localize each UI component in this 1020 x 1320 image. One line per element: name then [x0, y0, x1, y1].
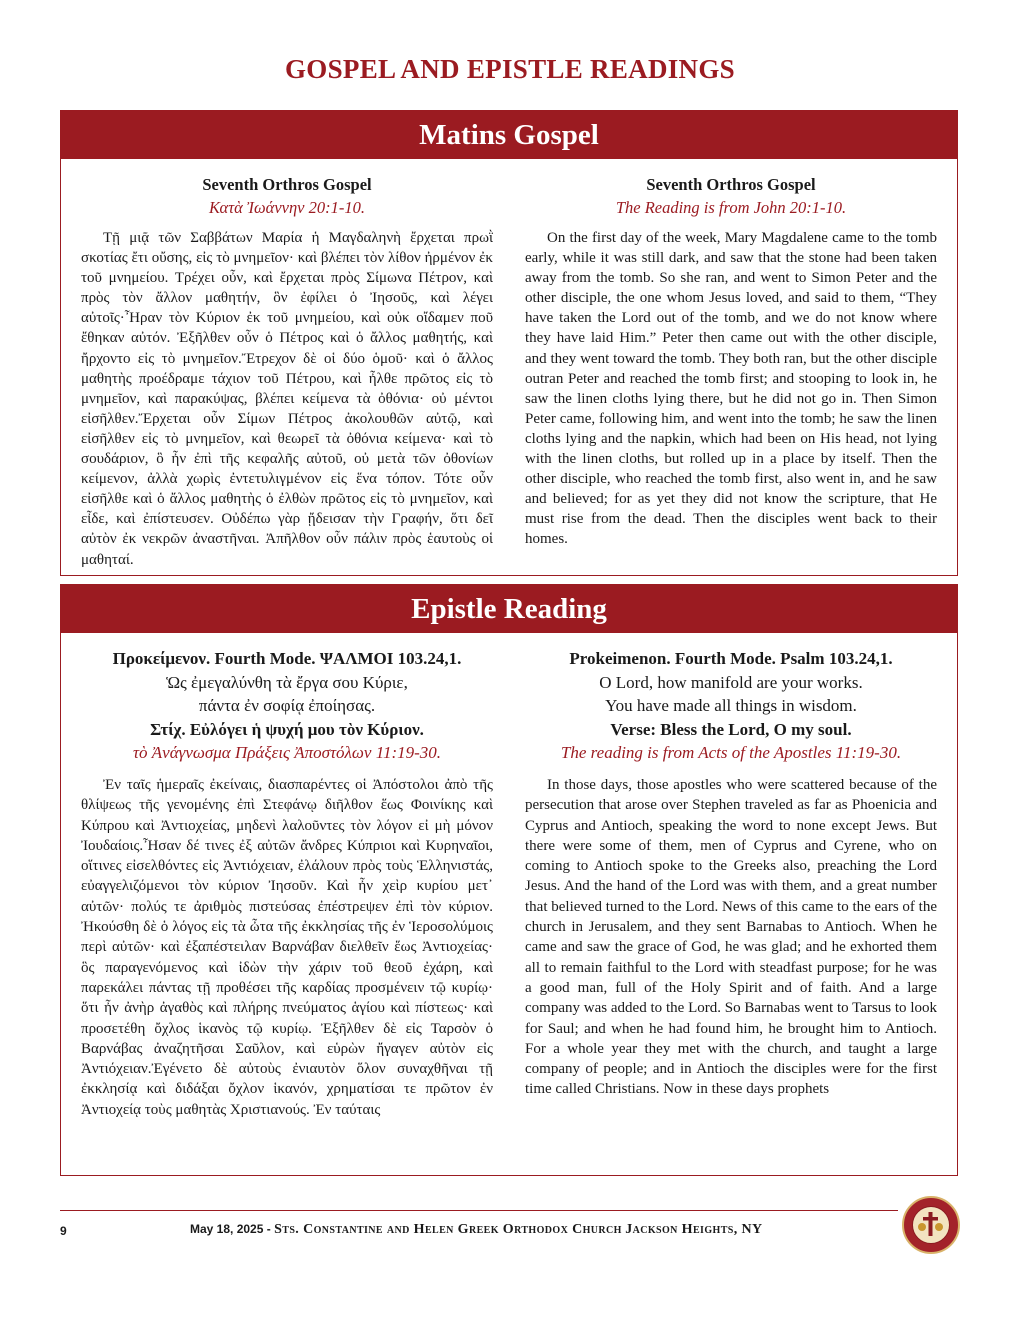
epistle-greek-verse: Στίχ. Εὐλόγει ἡ ψυχή μου τὸν Κύριον. — [150, 719, 424, 739]
matins-greek-reference: Κατὰ Ἰωάννην 20:1-10. — [209, 198, 365, 217]
footer-divider — [60, 1210, 898, 1211]
footer-separator: - — [266, 1222, 271, 1236]
epistle-reading-section — [60, 584, 958, 1176]
footer — [60, 1222, 900, 1242]
epistle-english-verse: Verse: Bless the Lord, O my soul. — [610, 719, 852, 739]
epistle-greek-text: Ἐν ταῖς ἡμεραῖς ἐκείναις, διασπαρέντες οἱ Ἀπόστολοι ἀπὸ τῆς θλίψεως τῆς γενομένης ἐπὶ Στεφάνῳ διῆλθον ἕως Φοινίκης καὶ Κύπρου καὶ Ἀντιοχείας, μηδενὶ λαλοῦντες τὸν λόγον εἰ μὴ μόνον Ἰουδαίοις.Ἦσαν δέ τινες ἐξ αὐτῶν ἄνδρες Κύπριοι καὶ Κυρηναῖοι, οἵτινες εἰσελθόντες εἰς Ἀντιόχειαν, ἐλάλουν πρὸς τοὺς Ἑλληνιστάς, εὐαγγελιζόμενοι τὸν κύριον Ἰησοῦν. Καὶ ἦν χεὶρ κυρίου μετ᾽ αὐτῶν· πολύς τε ἀριθμὸς πιστεύσας ἐπέστρεψεν ἐπὶ τὸν κύριον. Ἠκούσθη δὲ ὁ λόγος εἰς τὰ ὦτα τῆς ἐκκλησίας τῆς ἐν Ἱεροσολύμοις περὶ αὐτῶν· καὶ ἐξαπέστειλαν Βαρνάβαν διελθεῖν ἕως Ἀντιοχείας· ὃς παραγενόμενος καὶ ἰδὼν τὴν χάριν τοῦ θεοῦ ἐχάρη, καὶ παρεκάλει πάντας τῇ προθέσει τῆς καρδίας προσμένειν τῷ κυρίῳ· ὅτι ἦν ἀνὴρ ἀγαθὸς καὶ πλήρης πνεύματος ἁγίου καὶ πίστεως· καὶ προσετέθη ὄχλος ἱκανὸς τῷ κυρίῳ. Ἐξῆλθεν δὲ εἰς Ταρσὸν ὁ Βαρνάβας ἀναζητῆσαι Σαῦλον, καὶ εὑρὼν ἤγαγεν αὐτὸν εἰς Ἀντιόχειαν.Ἐγένετο δὲ αὐτοὺς ἐνιαυτὸν ὅλον συναχθῆναι τῇ ἐκκλησίᾳ καὶ διδάξαι ὄχλον ἱκανόν, χρηματίσαι τε πρῶτον ἐν Ἀντιοχείᾳ τοὺς μαθητὰς Χριστιανούς. Ἐν ταύταις — [81, 776, 493, 1118]
matins-gospel-section — [60, 110, 958, 576]
matins-english-text: On the first day of the week, Mary Magdalene came to the tomb early, while it was still dark, and saw that the stone had been taken away from the tomb. So she ran, and went to Simon Peter and the other disciple, the one whom Jesus loved, and said to them, “They have taken the Lord out of the tomb, and we do not know where they have laid Him.” Peter then came out with the other disciple, and they went toward the tomb. They both ran, but the other disciple outran Peter and reached the tomb first; and stooping to look in, he saw the linen cloths lying there, but he did not go in. Then Simon Peter came, following him, and went into the tomb; he saw the linen cloths lying and the napkin, which had been on His head, not lying with the linen cloths, but rolled up in a place by itself. Then the other disciple, who reached the tomb first, also went in, and he saw and believed; for as yet they did not know the scripture, that He must rise from the dead. Then the disciples went back to their homes. — [525, 230, 937, 548]
epistle-english-reference: The reading is from Acts of the Apostles 11:19-30. — [560, 743, 902, 763]
epistle-greek-line1: Ὡς ἐμεγαλύνθη τὰ ἔργα σου Κύριε, — [166, 672, 408, 692]
footer-line — [190, 1222, 763, 1238]
matins-english-reference: The Reading is from John 20:1-10. — [615, 198, 847, 217]
matins-english-title: Seventh Orthros Gospel — [646, 175, 816, 194]
church-seal-icon — [902, 1196, 960, 1254]
epistle-english-text: In those days, those apostles who were scattered because of the persecution that arose over Stephen traveled as far as Phoenicia and Cyprus and Antioch, speaking the word to none except Jews. But there were some of them, men of Cyprus and Cyrene, who on coming to Antioch spoke to the Greeks also, preaching the Lord Jesus. And the hand of the Lord was with them, and a great number that believed turned to the Lord. News of this came to the ears of the church in Jerusalem, and they sent Barnabas to Antioch. When he came and saw the grace of God, he was glad; and he exhorted them all to remain faithful to the Lord with steadfast purpose; for he was a good man, full of the Holy Spirit and of faith. And a large company was added to the Lord. So Barnabas went to Tarsus to look for Saul; and when he had found him, he brought him to Antioch. For a whole year they met with the church, and taught a large company of people; and in Antioch the disciples were for the first time called Christians. Now in these days prophets — [525, 776, 937, 1098]
epistle-english-line2: You have made all things in wisdom. — [605, 696, 857, 716]
epistle-greek-prokeimenon: Προκείμενον. Fourth Mode. ΨΑΛΜΟΙ 103.24,1. — [112, 649, 462, 668]
matins-greek-title: Seventh Orthros Gospel — [202, 175, 372, 194]
matins-gospel-header: Matins Gospel — [61, 111, 957, 159]
matins-greek-text: Τῇ μιᾷ τῶν Σαββάτων Μαρία ἡ Μαγδαληνὴ ἔρχεται πρωῒ σκοτίας ἔτι οὔσης, εἰς τὸ μνημεῖον· καὶ βλέπει τὸν λίθον ἠρμένον ἐκ τοῦ μνημείου. Τρέχει οὖν, καὶ ἔρχεται πρὸς Σίμωνα Πέτρον, καὶ πρὸς τὸν ἄλλον μαθητήν, ὃν ἐφίλει ὁ Ἰησοῦς, καὶ λέγει αὐτοῖς·Ἦραν τὸν Κύριον ἐκ τοῦ μνημείου, καὶ οὐκ οἴδαμεν ποῦ ἔθηκαν αὐτόν. Ἐξῆλθεν οὖν ὁ Πέτρος καὶ ὁ ἄλλος μαθητής, καὶ ἤρχοντο εἰς τὸ μνημεῖον.Ἔτρεχον δὲ οἱ δύο ὁμοῦ· καὶ ὁ ἄλλος μαθητὴς προέδραμε τάχιον τοῦ Πέτρου, καὶ ἦλθε πρῶτος εἰς τὸ μνημεῖον, καὶ παρακύψας, βλέπει κείμενα τὰ ὀθόνια· οὐ μέντοι εἰσῆλθεν.Ἔρχεται οὖν Σίμων Πέτρος ἀκολουθῶν αὐτῷ, καὶ εἰσῆλθεν εἰς τὸ μνημεῖον, καὶ θεωρεῖ τὰ ὀθόνια κείμενα· καὶ τὸ σουδάριον, ὃ ἦν ἐπὶ τῆς κεφαλῆς αὐτοῦ, οὐ μετὰ τῶν ὀθονίων κείμενον, ἀλλὰ χωρὶς ἐντετυλιγμένον εἰς ἕνα τόπον. Τότε οὖν εἰσῆλθε καὶ ὁ ἄλλος μαθητὴς ὁ ἐλθὼν πρῶτος εἰς τὸ μνημεῖον, καὶ εἶδε, καὶ ἐπίστευσεν. Οὐδέπω γὰρ ᾔδεισαν τὴν Γραφήν, ὅτι δεῖ αὐτὸν ἐκ νεκρῶν ἀναστῆναι. Ἀπῆλθον οὖν πάλιν πρὸς ἑαυτοὺς οἱ μαθηταί. — [81, 230, 493, 568]
epistle-english-line1: O Lord, how manifold are your works. — [599, 672, 863, 692]
page-title: GOSPEL AND EPISTLE READINGS — [285, 54, 735, 84]
saints-icon — [913, 1207, 948, 1242]
epistle-english-column — [525, 633, 937, 1100]
epistle-english-prokeimenon: Prokeimenon. Fourth Mode. Psalm 103.24,1. — [569, 649, 893, 668]
epistle-reading-header: Epistle Reading — [61, 585, 957, 633]
footer-date: May 18, 2025 — [190, 1222, 264, 1236]
epistle-greek-column — [81, 633, 493, 1120]
epistle-greek-line2: πάντα ἐν σοφίᾳ ἐποίησας. — [198, 696, 376, 716]
page-number: 9 — [60, 1224, 67, 1238]
footer-church-name: Sts. Constantine and Helen Greek Orthodox Church — [274, 1222, 622, 1237]
footer-location: Jackson Heights, NY — [625, 1222, 763, 1237]
matins-english-column — [525, 159, 937, 550]
epistle-greek-reference: τὸ Ἀνάγνωσμα Πράξεις Ἀποστόλων 11:19-30. — [132, 743, 442, 763]
matins-greek-column — [81, 159, 493, 570]
